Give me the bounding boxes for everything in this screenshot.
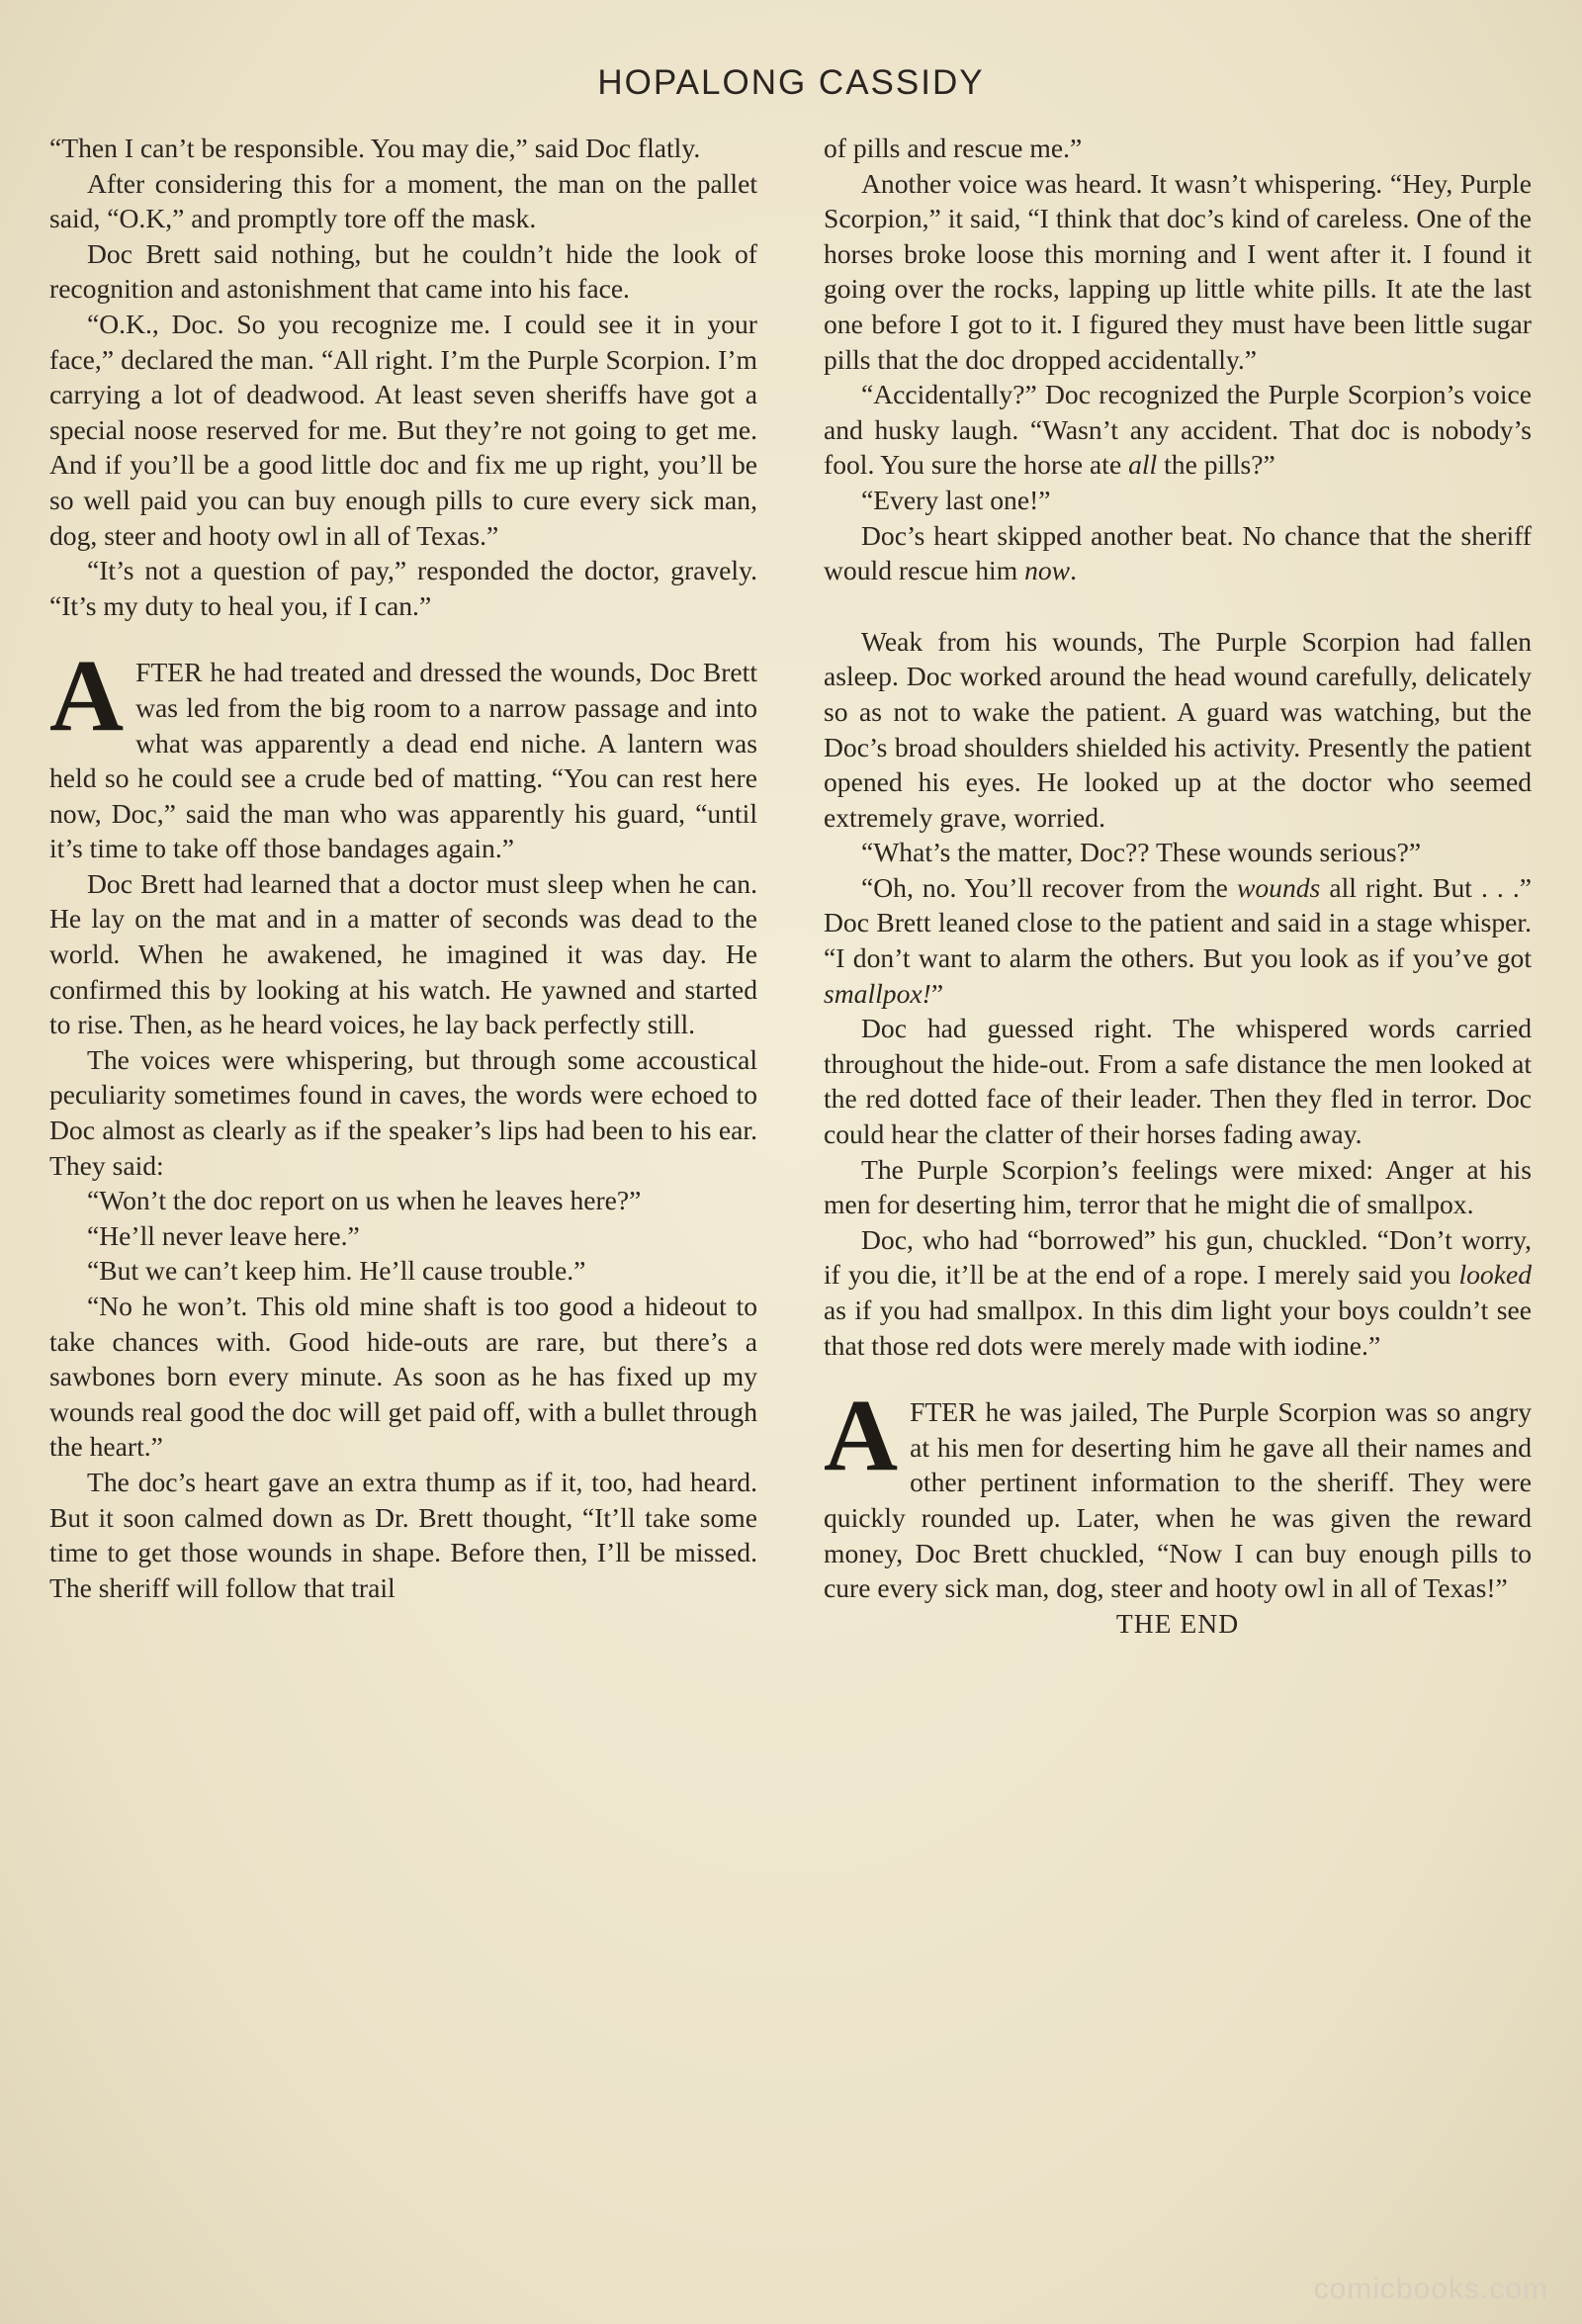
paragraph: “It’s not a question of pay,” responded the doctor, gravely. “It’s my duty to heal you, if I can.” bbox=[49, 555, 757, 621]
paragraph-text: Doc’s heart skipped another beat. No chance that the sheriff would rescue him bbox=[824, 519, 1532, 586]
emphasis: now bbox=[1024, 555, 1071, 586]
emphasis: looked bbox=[1458, 1259, 1532, 1291]
paragraph: Doc Brett had learned that a doctor must sleep when he can. He lay on the mat and in a matter of seconds was dead to the world. When he awakened, he imagined it was day. He confirmed this by looking at his watch. He yawned and started to rise. Then, as he heard voices, he lay back perfectly still. bbox=[49, 867, 757, 1040]
paragraph: “O.K., Doc. So you recognize me. I could see it in your face,” declared the man. “All right. I’m the Purple Scorpion. I’m carrying a lot of deadwood. At least seven sheriffs have got a special noose reserved for me. But they’re not going to get me. And if you’ll be a good little doc and fix me up right, you’ll be so well paid you can buy enough pills to cure every sick man, dog, steer and hooty owl in all of Texas.” bbox=[49, 308, 757, 551]
paragraph: The voices were whispering, but through some accoustical peculiarity sometimes found in caves, the words were echoed to Doc almost as clearly as if the speaker’s lips had been to his ear. They said: bbox=[49, 1043, 757, 1181]
paragraph: Weak from his wounds, The Purple Scorpion had fallen asleep. Doc worked around the head wound carefully, delicately so as not to wake the patient. A guard was watching, but the Doc’s broad shoulders shielded his activity. Presently the patient opened his eyes. He looked up at the doctor who seemed extremely grave, worried. bbox=[824, 625, 1532, 833]
right-column bbox=[824, 131, 1532, 1641]
paragraph-text: FTER he had treated and dressed the wounds, Doc Brett was led from the big room to a narrow passage and into what was apparently a dead end niche. A lantern was held so he could see a crude bed of matting. “You can rest here now, Doc,” said the man who was apparently his guard, “until it’s time to take off those bandages again.” bbox=[49, 657, 757, 864]
paragraph: “Every last one!” bbox=[861, 484, 1051, 515]
emphasis: all bbox=[1128, 449, 1158, 481]
paragraph: Doc had guessed right. The whispered words carried throughout the hide-out. From a safe distance the men looked at the red dotted face of their leader. Then they fled in terror. Doc could hear the clatter of their horses fading away. bbox=[824, 1013, 1532, 1150]
paragraph: “Then I can’t be responsible. You may die,” said Doc flatly. bbox=[49, 133, 701, 163]
drop-cap: A bbox=[824, 1379, 899, 1493]
drop-cap: A bbox=[49, 639, 125, 754]
paragraph: “Won’t the doc report on us when he leaves here?” bbox=[87, 1185, 642, 1216]
paragraph: “He’ll never leave here.” bbox=[87, 1219, 360, 1251]
paragraph-text: . bbox=[1070, 555, 1077, 586]
paragraph-text: ” bbox=[930, 977, 944, 1009]
the-end-label: THE END bbox=[1115, 1607, 1240, 1639]
paragraph-text: the pills?” bbox=[1157, 449, 1275, 481]
paragraph: “But we can’t keep him. He’ll cause trouble.” bbox=[87, 1255, 586, 1287]
paragraph: of pills and rescue me.” bbox=[824, 133, 1083, 163]
paragraph: “No he won’t. This old mine shaft is too good a hideout to take chances with. Good hide-outs are rare, but there’s a sawbones born every minute. As soon as he has fixed up my wounds real good the doc will get paid off, with a bullet through the heart.” bbox=[49, 1291, 757, 1463]
paragraph: Doc Brett said nothing, but he couldn’t hide the look of recognition and astonishment that came into his face. bbox=[49, 237, 757, 305]
left-column bbox=[49, 131, 757, 1605]
paragraph: Another voice was heard. It wasn’t whispering. “Hey, Purple Scorpion,” it said, “I think that doc’s kind of careless. One of the horses broke loose this morning and I went after it. I found it going over the rocks, lapping up little white pills. It ate the last one before I got to it. I figured they must have been little sugar pills that the doc dropped accidentally.” bbox=[824, 167, 1532, 375]
paragraph-text: FTER he was jailed, The Purple Scorpion was so angry at his men for deserting him he gave all their names and other pertinent information to the sheriff. They were quickly rounded up. Later, when he was given the reward money, Doc Brett chuckled, “Now I can buy enough pills to cure every sick man, dog, steer and hooty owl in all of Texas!” bbox=[824, 1396, 1532, 1604]
emphasis: wounds bbox=[1236, 871, 1321, 903]
paragraph bbox=[824, 518, 1532, 588]
paragraph-text: as if you had smallpox. In this dim light your boys couldn’t see that those red dots were merely made with iodine.” bbox=[824, 1295, 1532, 1361]
paragraph-text: Doc, who had “borrowed” his gun, chuckled. “Don’t worry, if you die, it’ll be at the end of a rope. I merely said you bbox=[824, 1223, 1532, 1291]
watermark: comicbooks.com bbox=[1313, 2273, 1548, 2305]
paragraph bbox=[824, 870, 1532, 1011]
dropcap-paragraph bbox=[824, 1379, 1532, 1606]
paragraph bbox=[824, 377, 1532, 483]
paragraph: The Purple Scorpion’s feelings were mixed: Anger at his men for deserting him, terror that he might die of smallpox. bbox=[824, 1153, 1532, 1220]
paragraph: After considering this for a moment, the man on the pallet said, “O.K,” and promptly tore off the mask. bbox=[49, 167, 757, 234]
paragraph-text: all right. But . . .” Doc Brett leaned close to the patient and said in a stage whisper. “I don’t want to alarm the others. But you look as if you’ve got bbox=[824, 871, 1532, 974]
page-title: HOPALONG CASSIDY bbox=[597, 63, 985, 102]
paragraph: The doc’s heart gave an extra thump as if it, too, had heard. But it soon calmed down as Dr. Brett thought, “It’ll take some time to get those wounds in shape. Before then, I’ll be missed. The sheriff will follow that trail bbox=[49, 1466, 757, 1603]
paragraph: “What’s the matter, Doc?? These wounds serious?” bbox=[861, 837, 1422, 868]
paragraph-text: “Oh, no. You’ll recover from the bbox=[861, 871, 1237, 903]
paragraph bbox=[824, 1222, 1532, 1363]
emphasis: smallpox! bbox=[824, 977, 931, 1009]
paragraph-text: “Accidentally?” Doc recognized the Purple Scorpion’s voice and husky laugh. “Wasn’t any accident. That doc is nobody’s fool. You sure the horse ate bbox=[824, 379, 1532, 481]
dropcap-paragraph bbox=[49, 639, 757, 866]
